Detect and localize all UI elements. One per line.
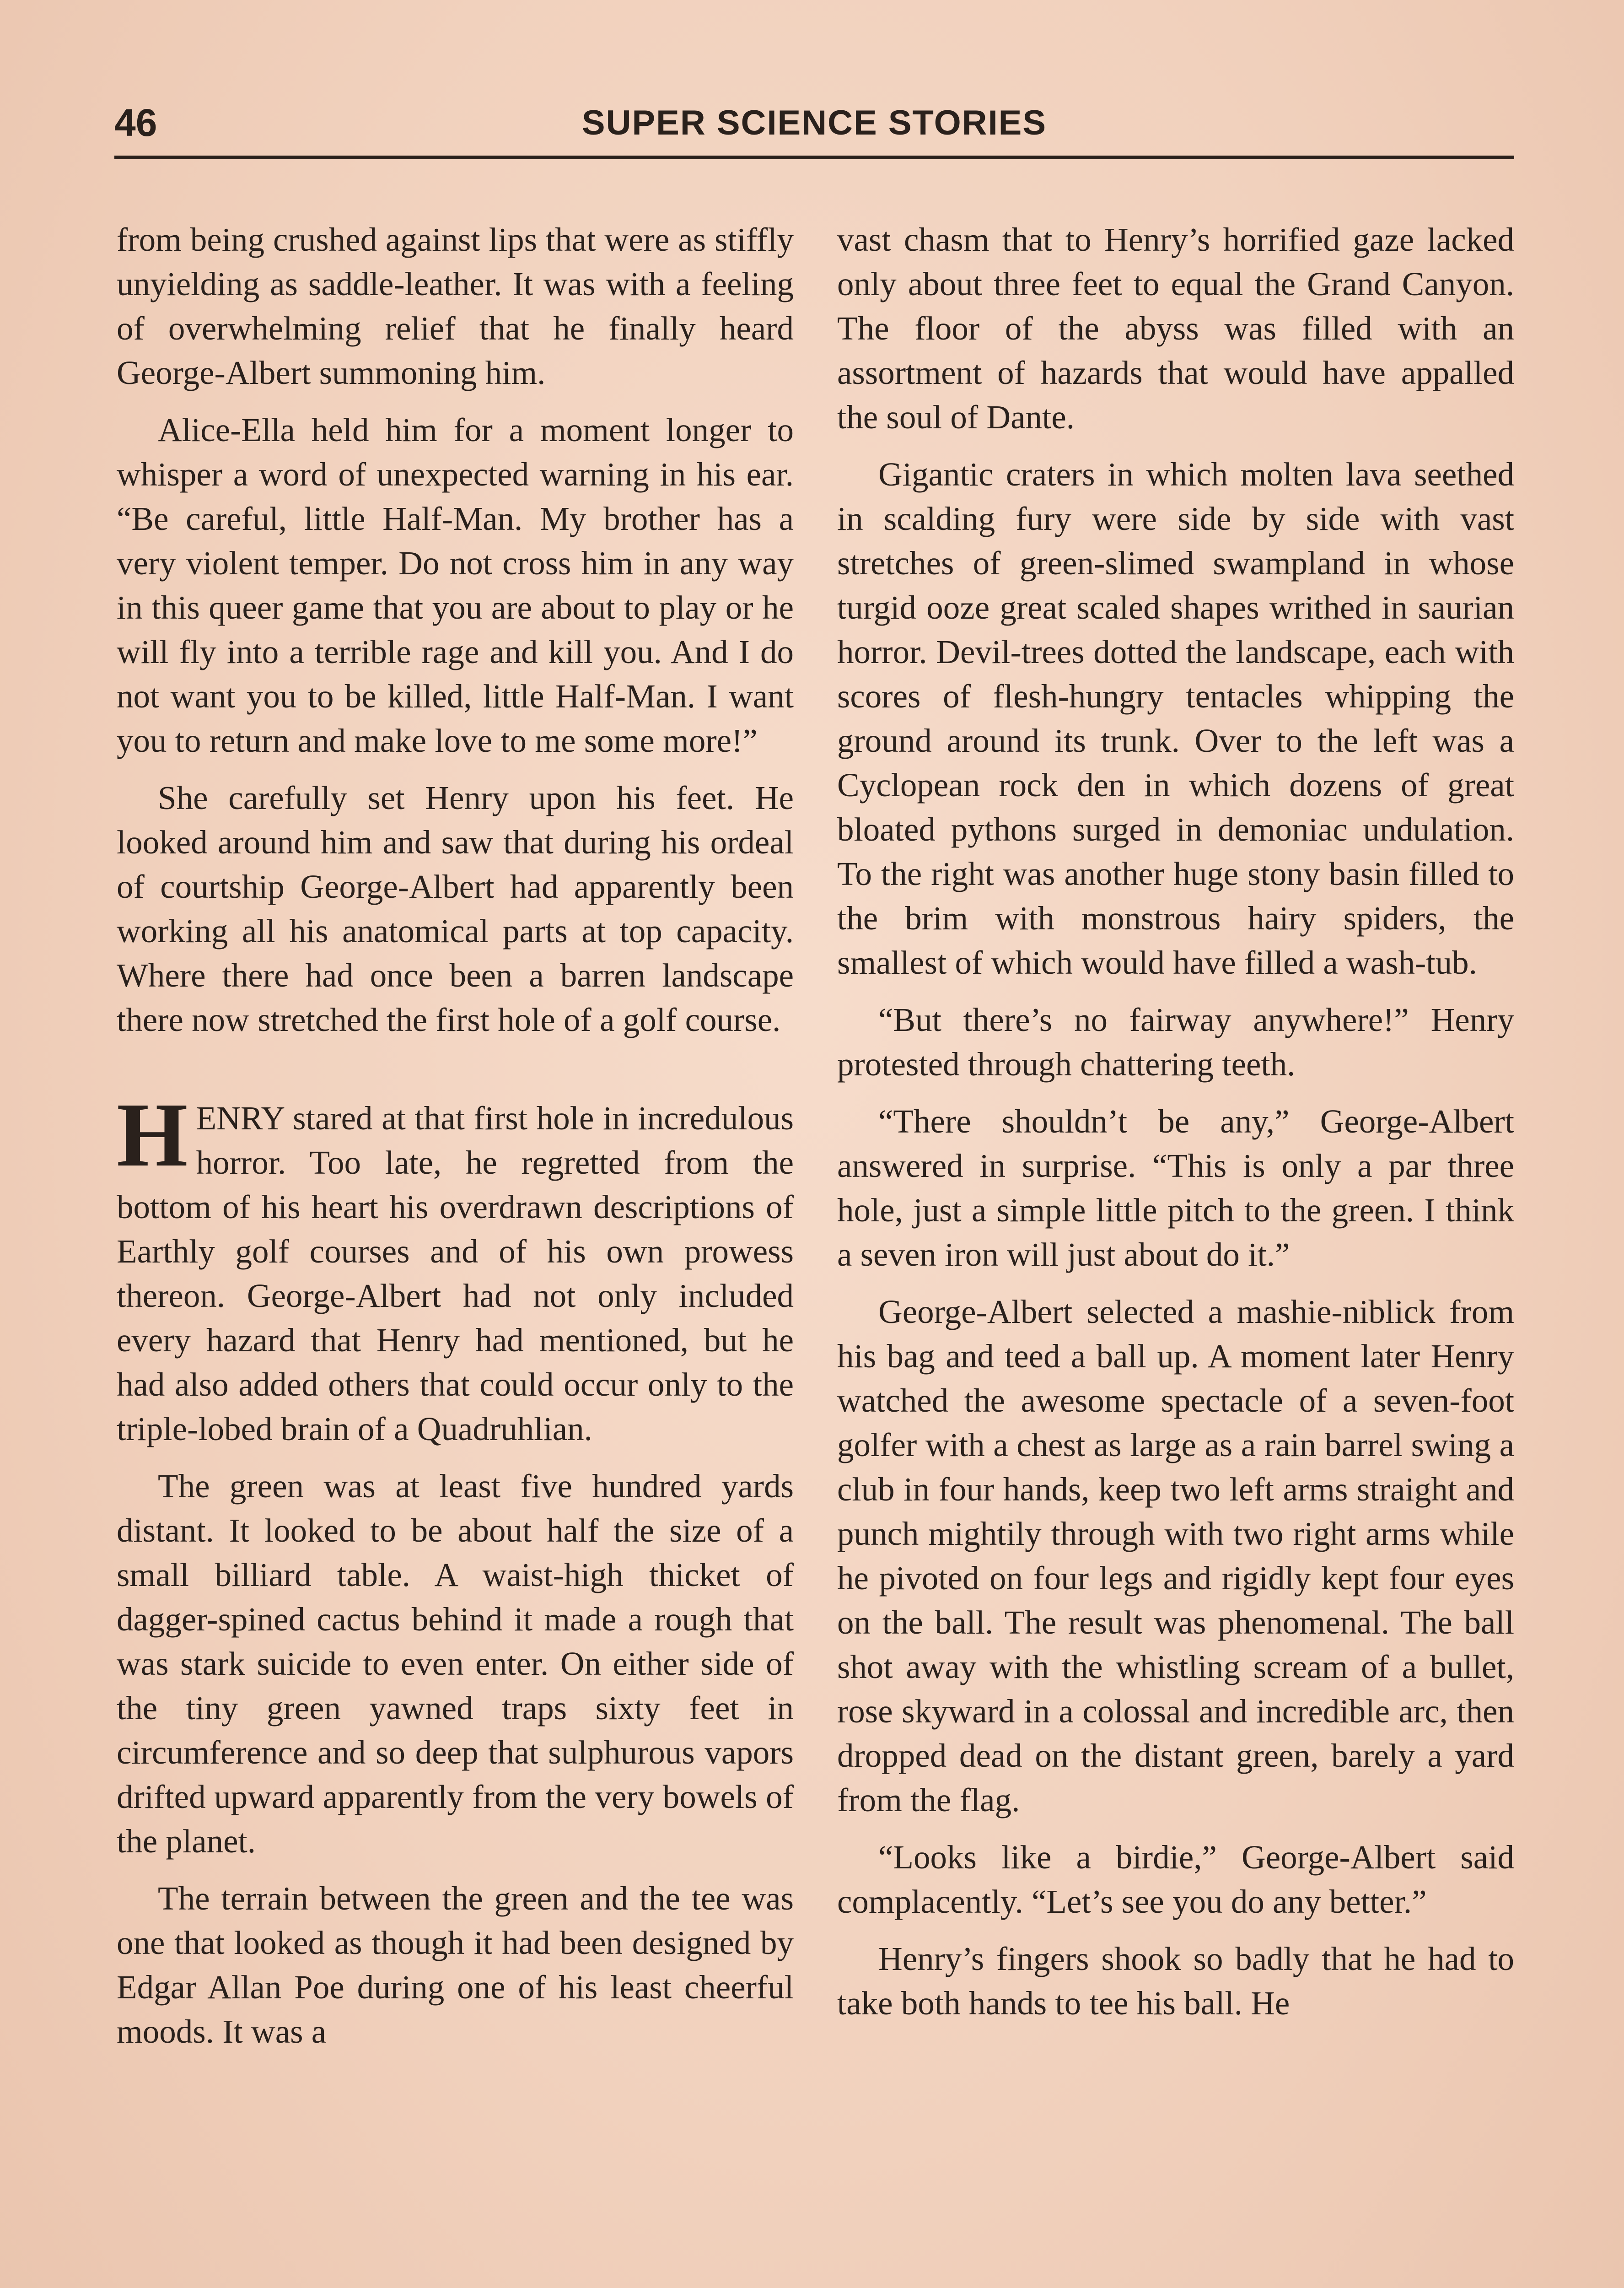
- paragraph: “But there’s no fairway anywhere!” Henry protested through chattering teeth.: [837, 1001, 1514, 1083]
- paragraph: from being crushed against lips that were as stiffly unyielding as saddle-leather. It was with a feeling of overwhelming relief that he finally heard George-Albert summoning him.: [117, 221, 794, 391]
- running-title: SUPER SCIENCE STORIES: [581, 103, 1047, 142]
- paragraph: vast chasm that to Henry’s horrified gaze lacked only about three feet to equal the Grand Canyon. The floor of the abyss was filled with an assortment of hazards that would have appalled the soul of Dante.: [837, 221, 1514, 436]
- paragraph-text: ENRY stared at that first hole in incredulous horror. Too late, he regretted from the bottom of his heart his overdrawn descriptions of Earthly golf courses and of his own prowess thereon. George-Albert had not only included every hazard that Henry had mentioned, but he had also added others that could occur only to the triple-lobed brain of a Quadruhlian.: [117, 1100, 794, 1447]
- right-column: [837, 217, 1514, 2038]
- paragraph: “There shouldn’t be any,” George-Albert answered in surprise. “This is only a par three hole, just a simple little pitch to the green. I think a seven iron will just about do it.”: [837, 1103, 1514, 1273]
- paragraph: The terrain between the green and the tee was one that looked as though it had been designed by Edgar Allan Poe during one of his least cheerful moods. It was a: [117, 1880, 794, 2050]
- drop-cap: H: [117, 1085, 188, 1186]
- paragraph: “Looks like a birdie,” George-Albert said complacently. “Let’s see you do any better.”: [837, 1839, 1514, 1920]
- paragraph: She carefully set Henry upon his feet. He looked around him and saw that during his ordeal of courtship George-Albert had apparently been working all his anatomical parts at top capacity. Where there had once been a barren landscape there now stretched the first hole of a golf course.: [117, 779, 794, 1038]
- header-rule: [114, 156, 1514, 159]
- paragraph-with-drop-cap: [117, 1085, 794, 1451]
- paragraph: The green was at least five hundred yards distant. It looked to be about half the size of a small billiard table. A waist-high thicket of dagger-spined cactus behind it made a rough that was stark suicide to even enter. On either side of the tiny green yawned traps sixty feet in circumference and so deep that sulphurous vapors drifted upward apparently from the very bowels of the planet.: [117, 1468, 794, 1860]
- page-number: 46: [114, 101, 157, 144]
- left-column: [117, 217, 794, 2067]
- paragraph: George-Albert selected a mashie-niblick from his bag and teed a ball up. A moment later Henry watched the awesome spectacle of a seven-foot golfer with a chest as large as a rain barrel swing a club in four hands, keep two left arms straight and punch mightily through with two right arms while he pivoted on four legs and rigidly kept four eyes on the ball. The result was phenomenal. The ball shot away with the whistling scream of a bullet, rose skyward in a colossal and incredible arc, then dropped dead on the distant green, barely a yard from the flag.: [837, 1293, 1514, 1819]
- page-header: [114, 92, 1514, 160]
- section-break: [117, 1055, 794, 1096]
- paragraph: Alice-Ella held him for a moment longer to whisper a word of unexpected warning in his ear. “Be careful, little Half-Man. My brother has a very violent temper. Do not cross him in any way in this queer game that you are about to play or he will fly into a terrible rage and kill you. And I do not want you to be killed, little Half-Man. I want you to return and make love to me some more!”: [117, 411, 794, 759]
- paragraph: Henry’s fingers shook so badly that he had to take both hands to tee his ball. He: [837, 1940, 1514, 2022]
- paragraph: Gigantic craters in which molten lava seethed in scalding fury were side by side with vast stretches of green-slimed swampland in whose turgid ooze great scaled shapes writhed in saurian horror. Devil-trees dotted the landscape, each with scores of flesh-hungry tentacles whipping the ground around its trunk. Over to the left was a Cyclopean rock den in which dozens of great bloated pythons surged in demoniac undulation. To the right was another huge stony basin filled to the brim with monstrous hairy spiders, the smallest of which would have filled a wash-tub.: [837, 456, 1514, 981]
